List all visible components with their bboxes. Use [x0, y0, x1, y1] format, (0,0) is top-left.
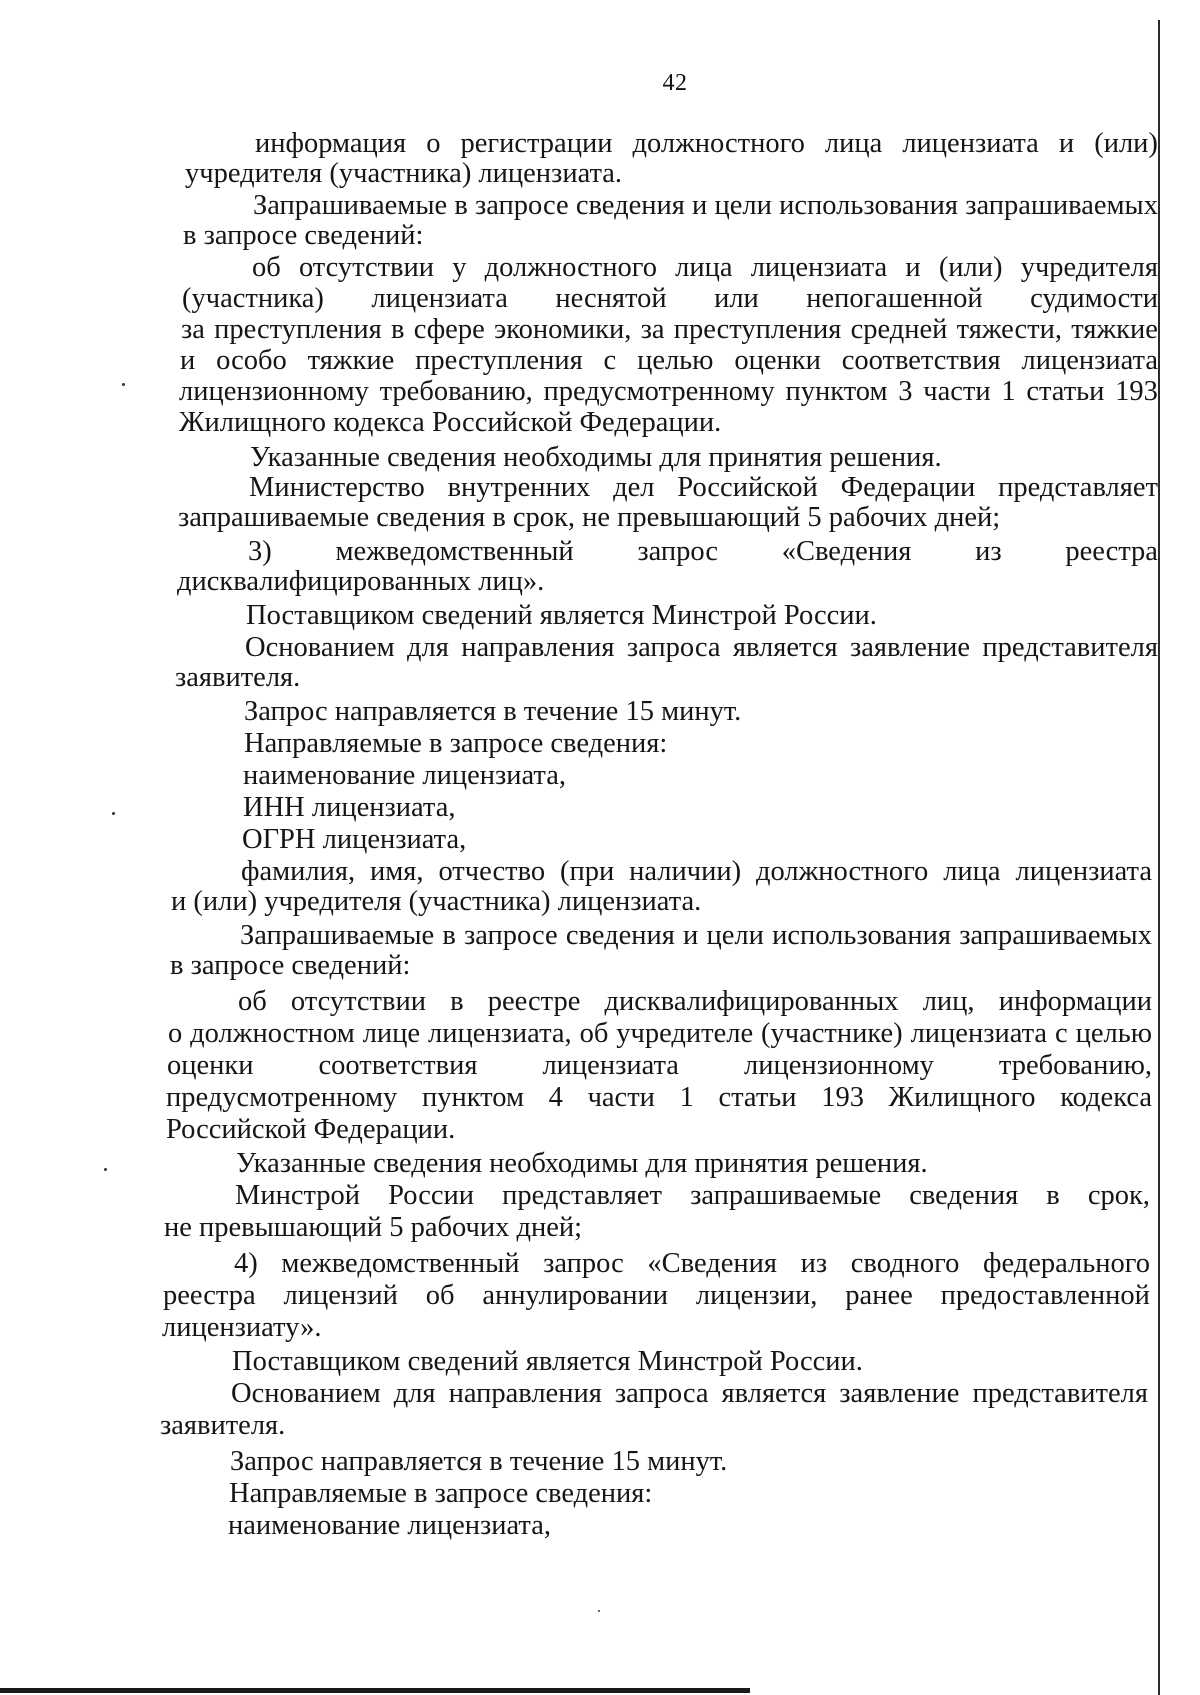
- word: соответствия: [318, 1050, 478, 1081]
- word: заявление: [849, 632, 971, 663]
- word: запроса: [614, 1378, 709, 1409]
- word: лицензиата: [371, 283, 508, 314]
- word: 1: [1001, 376, 1016, 407]
- word: в: [442, 920, 456, 951]
- word: учредителе: [616, 1018, 754, 1049]
- word: использования: [779, 190, 959, 221]
- word: лицензионному: [743, 1050, 934, 1081]
- word: преступления: [415, 345, 583, 376]
- text-line: учредителя (участника) лицензиата.: [185, 158, 623, 189]
- text-line: Направляемые в запросе сведения:: [229, 1478, 653, 1509]
- word: пунктом: [785, 376, 888, 407]
- word: фамилия,: [241, 856, 356, 887]
- word: лиц,: [922, 986, 975, 1017]
- word: преступления: [214, 314, 382, 345]
- word: является: [721, 1378, 827, 1409]
- word: ранее: [845, 1280, 913, 1311]
- word: запрашиваемых: [959, 920, 1152, 951]
- word: Федерации: [840, 472, 976, 503]
- word: лицензиата: [750, 252, 888, 283]
- word: средней: [850, 314, 948, 345]
- word: в: [454, 190, 468, 221]
- text-line: [180, 345, 1158, 377]
- text-line: [181, 314, 1158, 346]
- word: соответствия: [841, 345, 1001, 376]
- word: целью: [637, 345, 714, 376]
- word: реестра: [1065, 536, 1158, 567]
- word: из: [800, 1248, 828, 1279]
- text-line: дисквалифицированных лиц».: [177, 566, 545, 597]
- word: запрос: [543, 1248, 624, 1279]
- word: сведения: [565, 920, 675, 951]
- word: лицензии,: [695, 1280, 818, 1311]
- word: 4): [234, 1248, 258, 1279]
- scan-speck: [598, 1610, 600, 1612]
- word: сводного: [850, 1248, 960, 1279]
- word: целью: [1075, 1018, 1152, 1049]
- word: о: [168, 1018, 183, 1049]
- word: Министерство: [249, 472, 425, 503]
- word: лицензиата,: [428, 1018, 572, 1049]
- word: запросе: [464, 920, 558, 951]
- word: 1: [679, 1082, 694, 1113]
- word: Запрашиваемые: [253, 190, 448, 221]
- word: запроса: [626, 632, 721, 663]
- word: за: [181, 314, 205, 345]
- word: «Сведения: [647, 1248, 778, 1279]
- page-number: 42: [662, 70, 688, 96]
- word: части: [923, 376, 991, 407]
- text-line: [252, 252, 1158, 284]
- text-line: не превышающий 5 рабочих дней;: [164, 1212, 583, 1243]
- text-line: наименование лицензиата,: [228, 1510, 551, 1541]
- word: сфере: [413, 314, 485, 345]
- text-line: [238, 986, 1152, 1018]
- text-line: Указанные сведения необходимы для принятия решения.: [250, 442, 942, 473]
- text-line: [163, 1280, 1150, 1312]
- word: информация: [255, 128, 407, 159]
- word: кодекса: [1060, 1082, 1152, 1113]
- word: и: [180, 345, 196, 376]
- text-line: наименование лицензиата,: [243, 760, 566, 791]
- text-line: Поставщиком сведений является Минстрой России.: [246, 600, 877, 631]
- word: лицензий: [283, 1280, 398, 1311]
- word: с: [603, 345, 617, 376]
- word: дисквалифицированных: [604, 986, 899, 1017]
- word: лица: [824, 128, 883, 159]
- word: внутренних: [447, 472, 591, 503]
- word: должностном: [190, 1018, 355, 1049]
- word: 193: [1115, 376, 1158, 407]
- scan-speck: [112, 812, 115, 815]
- word: лицензиата: [1015, 856, 1152, 887]
- word: сведения: [575, 190, 685, 221]
- word: для: [407, 632, 449, 663]
- scan-speck: [122, 383, 125, 386]
- text-line: [231, 1378, 1148, 1410]
- word: неснятой: [555, 283, 667, 314]
- text-line: [166, 1082, 1152, 1114]
- word: лицензиата: [542, 1050, 679, 1081]
- word: лицензиата: [910, 1018, 1048, 1049]
- word: оценки: [734, 345, 821, 376]
- word: должностного: [632, 128, 805, 159]
- word: требованию,: [379, 376, 533, 407]
- word: преступления: [673, 314, 842, 345]
- text-line: [234, 1248, 1150, 1280]
- scan-bottom-edge-bar: [0, 1688, 750, 1693]
- word: срок,: [1087, 1180, 1150, 1211]
- word: требованию,: [998, 1050, 1152, 1081]
- text-line: в запросе сведений:: [183, 220, 424, 251]
- word: запрашиваемых: [965, 190, 1158, 221]
- word: оценки: [167, 1050, 254, 1081]
- word: реестре: [487, 986, 581, 1017]
- text-line: [249, 472, 1158, 504]
- word: с: [1055, 1018, 1068, 1049]
- word: (участнике): [761, 1018, 903, 1049]
- word: цели: [714, 190, 772, 221]
- word: федерального: [982, 1248, 1150, 1279]
- word: Основанием: [245, 632, 395, 663]
- word: должностного: [484, 252, 657, 283]
- word: заявление: [839, 1378, 960, 1409]
- word: в: [391, 314, 405, 345]
- word: в: [1046, 1180, 1060, 1211]
- text-line: [240, 920, 1152, 952]
- text-line: [248, 536, 1158, 568]
- word: статьи: [1026, 376, 1105, 407]
- word: запросе: [475, 190, 569, 221]
- word: или: [714, 283, 759, 314]
- word: межведомственный: [335, 536, 574, 567]
- word: об: [579, 1018, 609, 1049]
- word: тяжкие: [1071, 314, 1158, 345]
- word: представляет: [998, 472, 1158, 503]
- text-line: и (или) учредителя (участника) лицензиата.: [171, 886, 702, 917]
- word: и: [683, 920, 699, 951]
- word: за: [640, 314, 665, 345]
- word: экономики,: [493, 314, 632, 345]
- word: об: [238, 986, 267, 1017]
- word: части: [587, 1082, 655, 1113]
- word: дел: [613, 472, 655, 503]
- word: межведомственный: [281, 1248, 520, 1279]
- word: статьи: [718, 1082, 797, 1113]
- text-line: [245, 632, 1158, 664]
- word: тяжести,: [956, 314, 1063, 345]
- word: 4: [548, 1082, 563, 1113]
- word: отчество: [438, 856, 546, 887]
- word: особо: [216, 345, 287, 376]
- text-line: Поставщиком сведений является Минстрой России.: [232, 1346, 863, 1377]
- word: отсутствии: [298, 252, 435, 283]
- word: представляет: [502, 1180, 662, 1211]
- text-line: [179, 376, 1158, 408]
- word: из: [975, 536, 1002, 567]
- word: 3): [248, 536, 272, 567]
- text-line: заявителя.: [160, 1410, 286, 1441]
- word: отсутствии: [290, 986, 426, 1017]
- word: наличии): [629, 856, 742, 887]
- text-line: Жилищного кодекса Российской Федерации.: [179, 407, 722, 438]
- text-line: ОГРН лицензиата,: [242, 824, 467, 855]
- text-line: [235, 1180, 1150, 1212]
- word: у: [452, 252, 467, 283]
- word: об: [252, 252, 281, 283]
- word: для: [393, 1378, 436, 1409]
- word: представителя: [972, 1378, 1148, 1409]
- word: предоставленной: [940, 1280, 1150, 1311]
- word: использования: [772, 920, 952, 951]
- text-line: ИНН лицензиата,: [243, 792, 456, 823]
- text-line: Российской Федерации.: [166, 1114, 456, 1145]
- word: (или): [938, 252, 1003, 283]
- word: направления: [461, 632, 615, 663]
- word: России: [388, 1180, 475, 1211]
- word: направления: [448, 1378, 602, 1409]
- text-line: [167, 1050, 1152, 1082]
- text-line: Указанные сведения необходимы для принятия решения.: [236, 1148, 928, 1179]
- word: Запрашиваемые: [240, 920, 435, 951]
- word: 3: [898, 376, 913, 407]
- text-line: [168, 1018, 1152, 1050]
- scan-speck: [104, 1168, 107, 1171]
- word: предусмотренному: [543, 376, 775, 407]
- word: лице: [362, 1018, 421, 1049]
- word: пунктом: [421, 1082, 524, 1113]
- word: лицензиата: [1021, 345, 1158, 376]
- word: Российской: [677, 472, 818, 503]
- word: лицензионному: [179, 376, 369, 407]
- text-line: Запрос направляется в течение 15 минут.: [230, 1446, 728, 1477]
- word: учредителя: [1020, 252, 1158, 283]
- word: аннулировании: [482, 1280, 669, 1311]
- word: является: [732, 632, 838, 663]
- word: реестра: [163, 1280, 256, 1311]
- text-line: лицензиату».: [162, 1312, 322, 1343]
- word: запрос: [637, 536, 719, 567]
- word: Основанием: [231, 1378, 381, 1409]
- word: и: [1058, 128, 1075, 159]
- word: 193: [821, 1082, 864, 1113]
- text-line: [253, 190, 1158, 222]
- word: тяжкие: [307, 345, 395, 376]
- word: об: [425, 1280, 455, 1311]
- word: (при: [559, 856, 615, 887]
- text-line: [241, 856, 1152, 888]
- text-line: заявителя.: [175, 662, 301, 693]
- word: Жилищного: [888, 1082, 1036, 1113]
- word: запрашиваемые: [690, 1180, 882, 1211]
- word: цели: [706, 920, 764, 951]
- scan-right-edge-line: [1158, 20, 1160, 1695]
- word: лицензиата: [902, 128, 1039, 159]
- text-line: [182, 283, 1158, 315]
- word: (или): [1094, 128, 1158, 159]
- word: о: [426, 128, 441, 159]
- word: лица: [675, 252, 733, 283]
- word: лица: [943, 856, 1001, 887]
- text-line: [255, 128, 1158, 160]
- word: информации: [998, 986, 1152, 1017]
- text-line: Направляемые в запросе сведения:: [244, 728, 668, 759]
- word: сведения: [909, 1180, 1019, 1211]
- word: имя,: [370, 856, 424, 887]
- word: судимости: [1030, 283, 1158, 314]
- word: предусмотренному: [166, 1082, 398, 1113]
- text-line: в запросе сведений:: [170, 950, 411, 981]
- word: регистрации: [460, 128, 613, 159]
- text-line: запрашиваемые сведения в срок, не превышающий 5 рабочих дней;: [178, 502, 1001, 533]
- word: «Сведения: [781, 536, 912, 567]
- word: (участника): [182, 283, 324, 314]
- text-line: Запрос направляется в течение 15 минут.: [244, 696, 742, 727]
- word: и: [692, 190, 708, 221]
- word: в: [450, 986, 464, 1017]
- word: Минстрой: [235, 1180, 361, 1211]
- word: и: [905, 252, 921, 283]
- word: непогашенной: [806, 283, 983, 314]
- word: представителя: [982, 632, 1158, 663]
- word: должностного: [755, 856, 929, 887]
